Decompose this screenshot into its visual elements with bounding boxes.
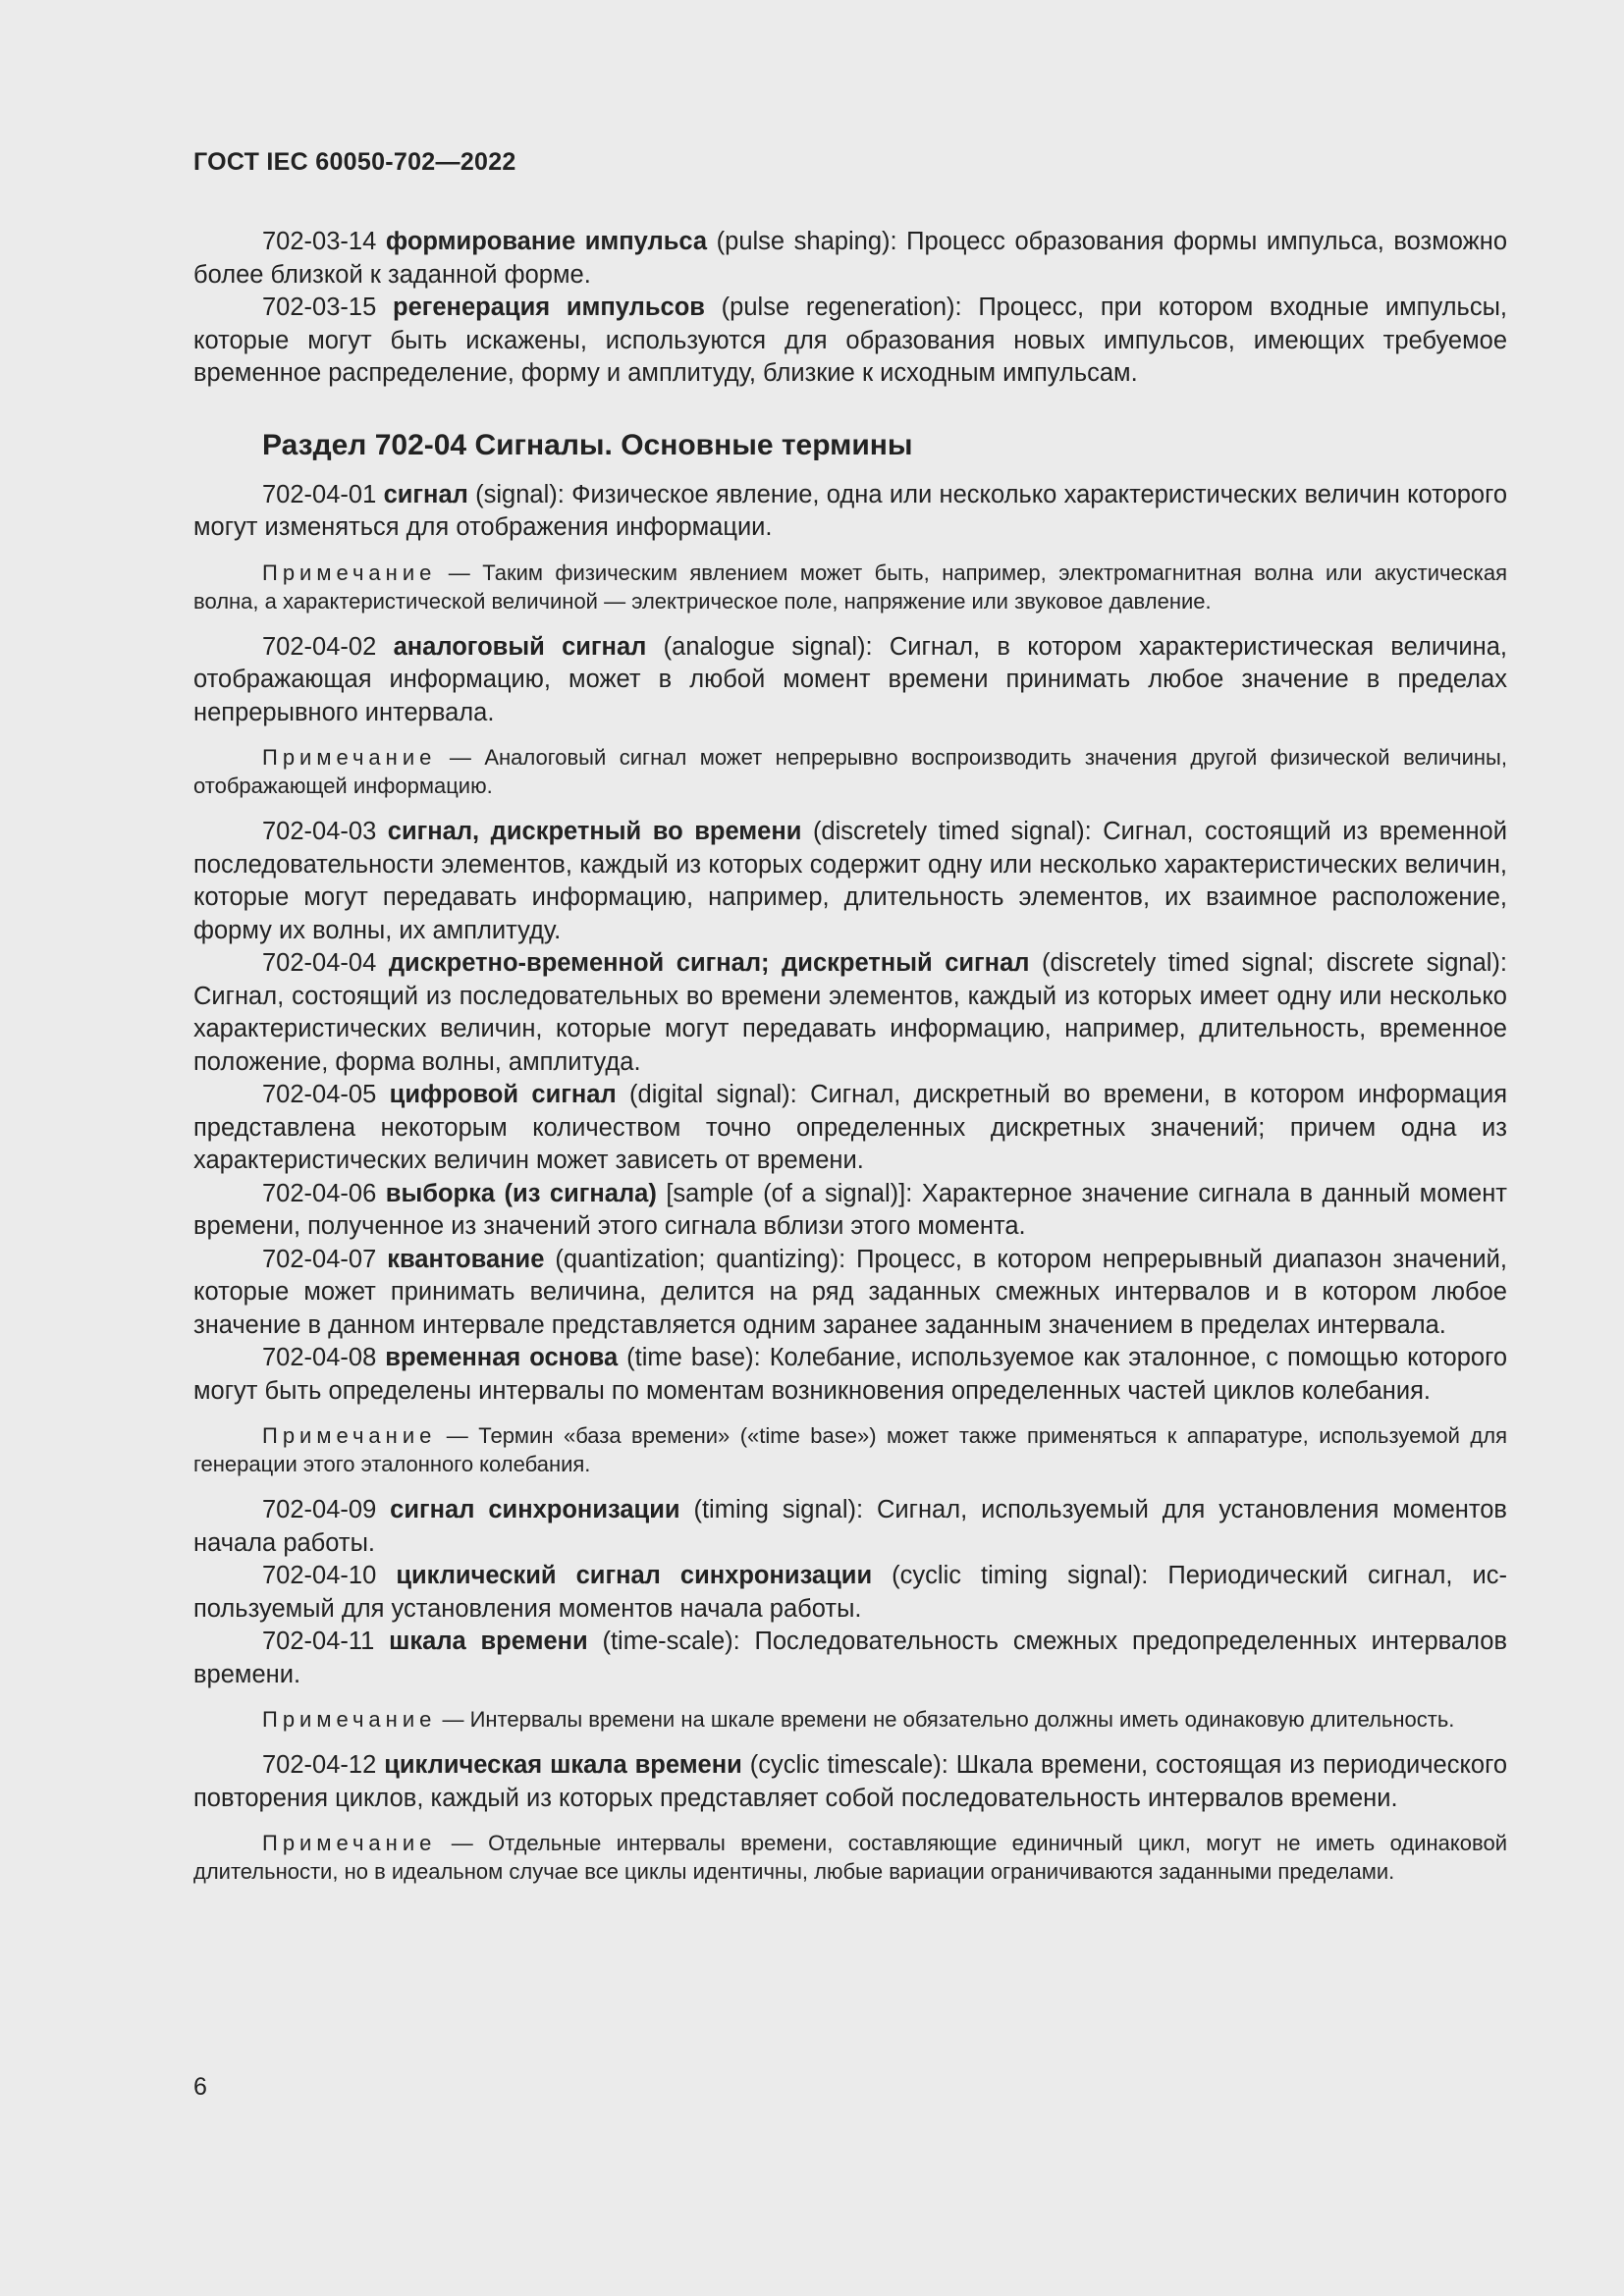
note-label: Примечание xyxy=(262,1423,437,1448)
term-english: (time-scale) xyxy=(587,1628,733,1655)
note-text: — Таким физическим явлением может быть, например, электромагнитная волна или акустическая волна, а характеристической величиной — электрическое поле, напряжение или звуковое давление. xyxy=(193,560,1507,614)
term-name: выборка (из сигнала) xyxy=(385,1179,657,1207)
document-body xyxy=(193,226,1507,1886)
term-english: (pulse shaping) xyxy=(707,228,891,255)
term-definition: : Шкала времени, состоящая из периодического повторения циклов, каждый из которых представляет собой последовательность интервалов времени. xyxy=(193,1751,1508,1812)
note-entry xyxy=(193,1829,1507,1886)
term-name: шкала времени xyxy=(389,1628,588,1655)
note-label: Примечание xyxy=(262,1831,437,1855)
term-number: 702-04-11 xyxy=(262,1628,375,1655)
term-entry xyxy=(193,479,1507,545)
term-english: (time base) xyxy=(618,1344,754,1371)
note-text: — Интервалы времени на шкале времени не обязательно должны иметь одинаковую длительность. xyxy=(436,1707,1455,1732)
note-entry xyxy=(193,559,1507,615)
term-definition: : Сигнал, состоящий из последовательных во времени элементов, каждый из которых имеет одну или несколько характеристических величин, которые могут передавать информацию, например, длительность, временное положение, форма волны, амплитуда. xyxy=(193,949,1507,1076)
term-definition: : Сигнал, используемый для установления моментов начала работы. xyxy=(193,1496,1507,1557)
term-number: 702-03-14 xyxy=(262,228,377,255)
term-number: 702-04-01 xyxy=(262,480,377,508)
term-entry xyxy=(193,816,1507,947)
term-name: квантование xyxy=(387,1245,545,1273)
note-entry xyxy=(193,743,1507,800)
term-definition: : Процесс образования формы импульса, возможно более близкой к заданной форме. xyxy=(193,228,1507,289)
section-heading: Раздел 702-04 Сигналы. Основные термины xyxy=(262,428,913,461)
term-number: 702-04-02 xyxy=(262,632,377,661)
term-english: (cyclic timescale) xyxy=(741,1751,942,1779)
note-label: Примечание xyxy=(262,1707,437,1732)
term-english: [sample (of a signal)] xyxy=(656,1179,906,1207)
page-number: 6 xyxy=(193,2073,207,2101)
term-entry xyxy=(193,226,1507,292)
term-definition: : Сигнал, дискретный во времени, в котором информация представлена некоторым количеством точно определенных дискретных значений; причем одна из характеристических величин может зависеть от времени. xyxy=(193,1081,1507,1174)
term-definition: : Сигнал, в котором характеристическая величина, отображающая информацию, может в любой момент времени принимать любое значение в пределах непрерывного интервала. xyxy=(193,632,1508,726)
term-name: дискретно-временной сигнал; дискретный сигнал xyxy=(388,949,1030,977)
term-name: цифровой сигнал xyxy=(389,1081,617,1108)
term-definition: : Характерное значение сигнала в данный момент времени, полученное из значений этого сигнала вблизи этого момента. xyxy=(193,1179,1507,1240)
term-entry xyxy=(193,1749,1507,1815)
term-definition: : Физическое явление, одна или несколько характеристических величин которого могут изменяться для отображения информации. xyxy=(193,480,1508,541)
term-entry xyxy=(193,1342,1507,1408)
document-header: ГОСТ IEC 60050-702—2022 xyxy=(193,148,516,176)
term-english: (cyclic timing signal) xyxy=(872,1562,1142,1589)
term-entry xyxy=(193,1178,1507,1244)
term-number: 702-04-03 xyxy=(262,818,377,845)
term-number: 702-04-06 xyxy=(262,1179,377,1207)
term-entry xyxy=(193,1079,1507,1178)
term-definition: : Колебание, используемое как эталонное, с помощью которого могут быть определены интервалы по моментам возникновения определенных частей циклов колебания. xyxy=(193,1344,1507,1405)
term-definition: : Периодический сигнал, используемый для установления моментов начала работы. xyxy=(193,1562,1508,1623)
term-name: регенерация импульсов xyxy=(393,294,705,321)
term-english: (discretely timed signal; discrete signal) xyxy=(1029,949,1500,977)
term-entry xyxy=(193,1244,1507,1343)
note-text: — Термин «база времени» («time base») может также применяться к аппаратуре, используемой для генерации этого эталонного колебания. xyxy=(193,1423,1507,1476)
term-english: (discretely timed signal) xyxy=(801,818,1085,845)
term-english: (timing signal) xyxy=(679,1496,857,1523)
term-english: (quantization; quantizing) xyxy=(544,1245,839,1273)
term-english: (pulse regeneration) xyxy=(704,294,955,321)
term-name: циклическая шкала времени xyxy=(384,1751,742,1779)
term-definition: : Процесс, в котором непрерывный диапазон значений, которые может принимать величина, делится на ряд заданных смежных интервалов и в котором любое значение в данном интервале представляется одним заранее заданным значением в пределах интервала. xyxy=(193,1245,1507,1339)
term-name: формирование импульса xyxy=(385,228,708,255)
term-number: 702-04-10 xyxy=(262,1562,377,1589)
note-label: Примечание xyxy=(262,560,437,585)
note-text: — Аналоговый сигнал может непрерывно воспроизводить значения другой физической величины, отображающей информацию. xyxy=(193,745,1507,798)
term-entry xyxy=(193,1560,1507,1626)
note-label: Примечание xyxy=(262,745,437,770)
term-number: 702-04-04 xyxy=(262,949,377,977)
term-definition: : Сигнал, состоящий из временной последовательности элементов, каждый из которых содержит одну или несколько характеристических величин, которые могут передавать информацию, например, длительность элементов, их взаимное расположение, форму их волны, их амплитуду. xyxy=(193,818,1507,944)
term-number: 702-04-05 xyxy=(262,1081,377,1108)
term-name: сигнал, дискретный во времени xyxy=(387,818,802,845)
term-english: (digital signal) xyxy=(616,1081,790,1108)
term-number: 702-04-07 xyxy=(262,1245,377,1273)
term-name: циклический сигнал синхронизации xyxy=(396,1562,873,1589)
term-name: сигнал синхронизации xyxy=(390,1496,680,1523)
term-entry xyxy=(193,631,1507,730)
term-name: временная основа xyxy=(385,1344,619,1371)
note-text: — Отдельные интервалы времени, составляющие единичный цикл, могут не иметь одинаковой длительности, но в идеальном случае все циклы идентичны, любые вариации ограничиваются заданными пределами. xyxy=(193,1831,1507,1884)
term-english: (analogue signal) xyxy=(646,632,866,661)
term-entry xyxy=(193,1494,1507,1560)
note-entry xyxy=(193,1421,1507,1478)
term-entry xyxy=(193,947,1507,1079)
term-english: (signal) xyxy=(467,480,558,508)
term-name: аналоговый сигнал xyxy=(393,632,647,661)
note-entry xyxy=(193,1705,1507,1734)
term-definition: : Последовательность смежных предопределенных интервалов времени. xyxy=(193,1628,1508,1688)
term-number: 702-04-12 xyxy=(262,1751,377,1779)
term-number: 702-03-15 xyxy=(262,294,377,321)
term-entry xyxy=(193,292,1507,391)
term-definition: : Процесс, при котором входные импульсы, которые могут быть искажены, используются для образования новых импульсов, имеющих требуемое временное распределение, форму и амплитуду, близкие к исходным импульсам. xyxy=(193,294,1507,387)
term-number: 702-04-08 xyxy=(262,1344,377,1371)
term-number: 702-04-09 xyxy=(262,1496,377,1523)
term-name: сигнал xyxy=(383,480,468,508)
term-entry xyxy=(193,1626,1507,1691)
